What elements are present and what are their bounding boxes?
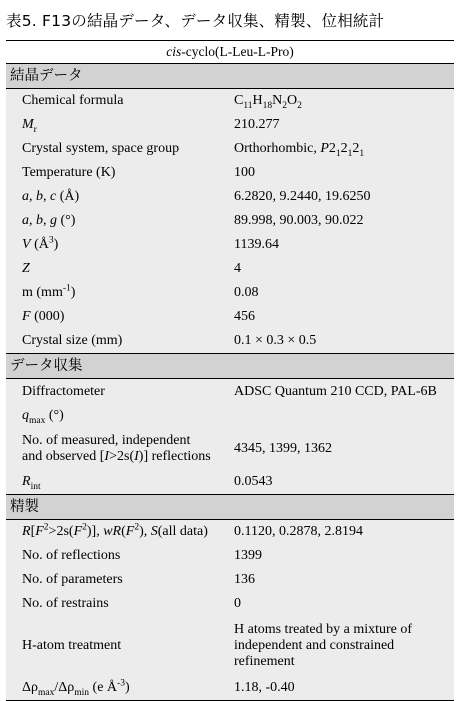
row-f000: [6, 305, 454, 329]
compound-body: -cyclo(L-Leu-L-Pro): [181, 44, 294, 59]
row-num-parameters: [6, 568, 454, 592]
compound-name: [6, 41, 454, 64]
label-diffractometer: Diffractometer: [22, 383, 105, 399]
row-h-atom-treatment: [6, 616, 454, 676]
section-crystal-data: 結晶データ: [6, 64, 454, 89]
value-volume: 1139.64: [234, 237, 279, 252]
row-qmax: [6, 404, 454, 428]
row-temperature: [6, 161, 454, 185]
value-temperature: 100: [234, 165, 255, 180]
value-z: 4: [234, 261, 241, 276]
crystal-data-table: [6, 40, 454, 701]
row-rint: [6, 470, 454, 494]
row-cell-lengths: [6, 185, 454, 209]
label-delta-rho: $\Delta\rho_{max}/\Delta\rho_{min}$ (e $Å^{-3}$): [22, 678, 130, 698]
row-reflections-measured: [6, 428, 454, 470]
label-f000: F (000): [22, 309, 65, 324]
value-cell-lengths: 6.2820, 9.2440, 19.6250: [234, 189, 371, 204]
label-volume: V $(Å^3)$: [22, 235, 59, 252]
row-volume: [6, 233, 454, 257]
table-title: 表5. F13の結晶データ、データ収集、精製、位相統計: [6, 12, 385, 30]
value-crystal-system: Orthorhombic, $P2_12_12_1$: [234, 141, 365, 159]
row-cell-angles: [6, 209, 454, 233]
value-reflections-measured: 4345, 1399, 1362: [234, 441, 332, 456]
value-r-factors: 0.1120, 0.2878, 2.8194: [234, 524, 363, 539]
label-num-parameters: No. of parameters: [22, 572, 123, 587]
value-chemical-formula: $C_{11}H_{18}N_2O_2$: [234, 93, 302, 111]
value-delta-rho: 1.18, -0.40: [234, 680, 295, 695]
label-chemical-formula: Chemical formula: [22, 93, 124, 108]
row-chemical-formula: [6, 89, 454, 113]
row-num-restrains: [6, 592, 454, 616]
label-rint: $R_{int}$: [22, 474, 41, 492]
value-cell-angles: 89.998, 90.003, 90.022: [234, 213, 364, 228]
label-num-restrains: No. of restrains: [22, 596, 109, 611]
label-cell-angles: a, b, g (°): [22, 213, 76, 228]
label-crystal-size: Crystal size (mm): [22, 333, 123, 348]
value-rint: 0.0543: [234, 474, 273, 489]
section-data-collection: データ収集: [6, 353, 454, 379]
label-mu: m $(mm^{-1})$: [22, 283, 76, 300]
label-mr: $M_r$: [22, 117, 37, 135]
label-num-reflections: No. of reflections: [22, 548, 121, 563]
value-num-reflections: 1399: [234, 548, 262, 563]
label-h-atom-treatment: H-atom treatment: [22, 638, 122, 653]
label-qmax: $q_{max}$ (°): [22, 408, 64, 426]
value-crystal-size: 0.1 × 0.3 × 0.5: [234, 333, 317, 348]
value-mu: 0.08: [234, 285, 259, 300]
label-crystal-system: Crystal system, space group: [22, 141, 180, 156]
row-crystal-system: [6, 137, 454, 161]
value-diffractometer: ADSC Quantum 210 CCD, PAL-6B: [234, 383, 437, 399]
value-h-atom-treatment: H atoms treated by a mixture of independent and constrained refinement: [234, 622, 413, 669]
row-mr: [6, 113, 454, 137]
label-r-factors: $R[F^2>2s(F^2)]$, $wR(F^2)$, S(all data): [22, 522, 208, 539]
label-reflections-measured: No. of measured, independent and observed [I>2s(I)] reflections: [22, 433, 211, 464]
row-diffractometer: [6, 379, 454, 404]
label-z: Z: [22, 261, 30, 276]
row-r-factors: [6, 520, 454, 544]
label-temperature: Temperature (K): [22, 165, 116, 180]
row-delta-rho: [6, 676, 454, 700]
row-crystal-size: [6, 329, 454, 353]
value-mr: 210.277: [234, 117, 280, 132]
row-mu: [6, 281, 454, 305]
value-num-parameters: 136: [234, 572, 255, 587]
row-num-reflections: [6, 544, 454, 568]
compound-prefix: cis: [166, 44, 182, 59]
value-num-restrains: 0: [234, 596, 241, 611]
section-refinement: 精製: [6, 494, 454, 520]
row-z: [6, 257, 454, 281]
label-cell-lengths: a, b, c (Å): [22, 189, 80, 204]
value-f000: 456: [234, 309, 255, 324]
